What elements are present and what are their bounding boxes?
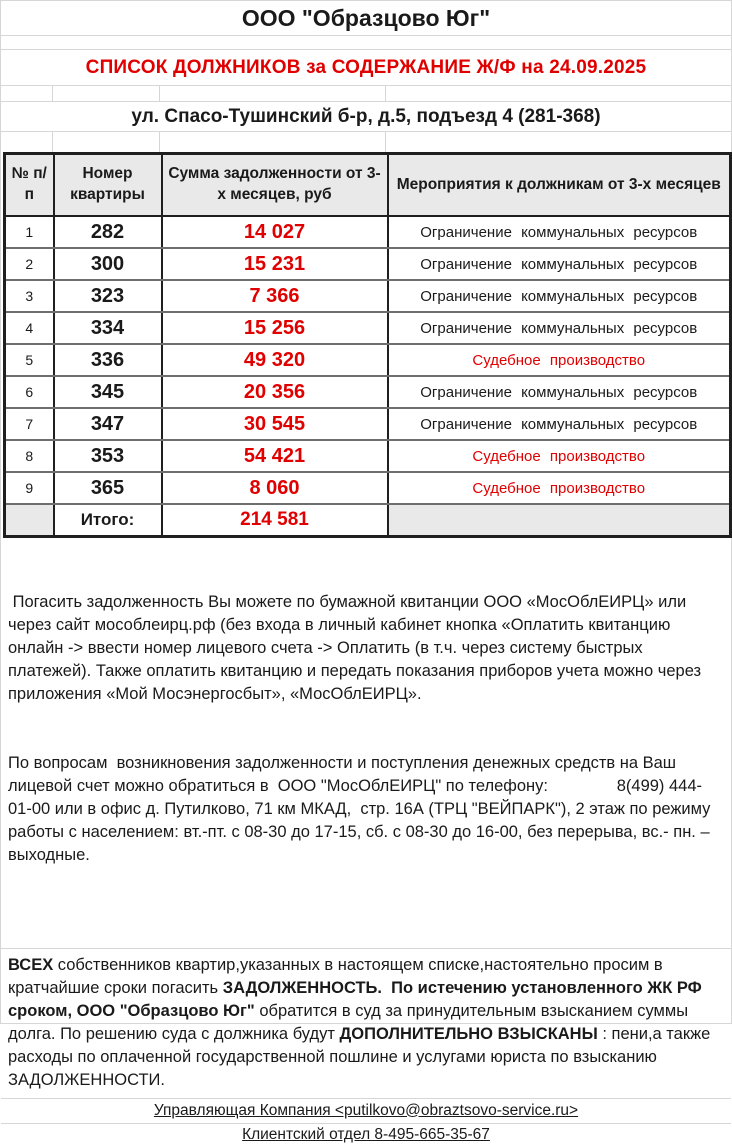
debt-amount: 8 060 bbox=[162, 472, 388, 504]
debtor-action: Ограничение коммунальных ресурсов bbox=[388, 248, 731, 280]
debt-amount: 30 545 bbox=[162, 408, 388, 440]
list-title: СПИСОК ДОЛЖНИКОВ за СОДЕРЖАНИЕ Ж/Ф на 24.09.2025 bbox=[1, 50, 731, 86]
col-header-amount: Сумма задолженности от 3- х месяцев, руб bbox=[162, 154, 388, 217]
table-row bbox=[5, 440, 731, 472]
table-row bbox=[5, 344, 731, 376]
debt-amount: 7 366 bbox=[162, 280, 388, 312]
debt-amount: 54 421 bbox=[162, 440, 388, 472]
table-row bbox=[5, 248, 731, 280]
gridline bbox=[52, 132, 53, 152]
debtor-action: Судебное производство bbox=[388, 472, 731, 504]
client-department-contact bbox=[1, 1124, 731, 1146]
warning-note: ВСЕХ собственников квартир,указанных в настоящем списке,настоятельно просим в кратчайшие сроки погасить ЗАДОЛЖЕННОСТЬ. По истечению установленного ЖК РФ сроком, ООО "Образцово Юг" обратится в суд за принудительным взысканием суммы долга. По решению суда с должника будут ДОПОЛНИТЕЛЬНО ВЗЫСКАНЫ : пени,а также расходы по оплаченной государственной пошлине и услугами юриста по взысканию ЗАДОЛЖЕННОСТИ. bbox=[8, 955, 711, 1089]
table-row bbox=[5, 216, 731, 248]
debtor-action: Ограничение коммунальных ресурсов bbox=[388, 312, 731, 344]
table-row bbox=[5, 472, 731, 504]
apartment-number: 365 bbox=[54, 472, 162, 504]
apartment-number: 282 bbox=[54, 216, 162, 248]
table-row bbox=[5, 376, 731, 408]
debtor-action: Ограничение коммунальных ресурсов bbox=[388, 216, 731, 248]
col-header-apartment: Номер квартиры bbox=[54, 154, 162, 217]
col-header-actions: Мероприятия к должникам от 3-х месяцев bbox=[388, 154, 731, 217]
address-line: ул. Спасо-Тушинский б-р, д.5, подъезд 4 (281-368) bbox=[1, 102, 731, 132]
empty-row bbox=[1, 132, 731, 152]
apartment-number: 323 bbox=[54, 280, 162, 312]
payment-info-note bbox=[1, 538, 731, 919]
gridline bbox=[159, 86, 160, 101]
table-row bbox=[5, 312, 731, 344]
row-number: 2 bbox=[5, 248, 54, 280]
debtor-action: Ограничение коммунальных ресурсов bbox=[388, 280, 731, 312]
total-amount: 214 581 bbox=[162, 504, 388, 536]
apartment-number: 336 bbox=[54, 344, 162, 376]
apartment-number: 334 bbox=[54, 312, 162, 344]
apartment-number: 347 bbox=[54, 408, 162, 440]
debtor-action: Судебное производство bbox=[388, 440, 731, 472]
debt-amount: 15 231 bbox=[162, 248, 388, 280]
payment-info-paragraph: Погасить задолженность Вы можете по бумажной квитанции ООО «МосОблЕИРЦ» или через сайт мособлеирц.рф (без входа в личный кабинет кнопка «Оплатить квитанцию онлайн -> ввести номер лицевого счета -> Оплатить (в т.ч. через систему быстрых платежей). Также оплатить квитанцию и передать показания приборов учета можно через приложения «Мой Мосэнергосбыт», «МосОблЕИРЦ». bbox=[8, 592, 702, 703]
total-corner-cell bbox=[5, 504, 54, 536]
debtor-action: Ограничение коммунальных ресурсов bbox=[388, 408, 731, 440]
debtor-action: Судебное производство bbox=[388, 344, 731, 376]
debt-amount: 20 356 bbox=[162, 376, 388, 408]
apartment-number: 353 bbox=[54, 440, 162, 472]
debt-amount: 15 256 bbox=[162, 312, 388, 344]
debtor-action: Ограничение коммунальных ресурсов bbox=[388, 376, 731, 408]
company-title: ООО "Образцово Юг" bbox=[1, 1, 731, 36]
row-number: 6 bbox=[5, 376, 54, 408]
row-number: 8 bbox=[5, 440, 54, 472]
client-department-phone: Клиентский отдел 8-495-665-35-67 bbox=[242, 1125, 490, 1143]
gridline bbox=[159, 132, 160, 152]
row-number: 7 bbox=[5, 408, 54, 440]
contact-info-paragraph: По вопросам возникновения задолженности и поступления денежных средств на Ваш лицевой счет можно обратиться в ООО "МосОблЕИРЦ" по телефону: 8(499) 444- 01-00 или в офис д. Путилково, 71 км МКАД, стр. 16А (ТРЦ "ВЕЙПАРК"), 2 этаж по режиму работы с населением: вт.-пт. с 08-30 до 17-15, сб. с 08-30 до 16-00, без перерыва, вс.- пн. – выходные. bbox=[8, 753, 711, 864]
row-number: 9 bbox=[5, 472, 54, 504]
empty-row bbox=[1, 86, 731, 102]
table-row bbox=[5, 408, 731, 440]
row-number: 1 bbox=[5, 216, 54, 248]
col-header-index: № п/п bbox=[5, 154, 54, 217]
management-company-email: Управляющая Компания <putilkovo@obraztsovo-service.ru> bbox=[153, 1101, 579, 1119]
gridline bbox=[385, 132, 386, 152]
table-row bbox=[5, 280, 731, 312]
apartment-number: 345 bbox=[54, 376, 162, 408]
debtors-table bbox=[3, 152, 732, 538]
row-number: 3 bbox=[5, 280, 54, 312]
debtors-table-body bbox=[5, 216, 731, 504]
empty-row bbox=[1, 919, 731, 949]
row-number: 5 bbox=[5, 344, 54, 376]
apartment-number: 300 bbox=[54, 248, 162, 280]
row-number: 4 bbox=[5, 312, 54, 344]
debt-amount: 14 027 bbox=[162, 216, 388, 248]
gridline bbox=[385, 86, 386, 101]
total-blank-cell bbox=[388, 504, 731, 536]
total-label: Итого: bbox=[54, 504, 162, 536]
management-company-contact bbox=[1, 1099, 731, 1124]
empty-row bbox=[1, 36, 731, 50]
gridline bbox=[52, 86, 53, 101]
table-header-row bbox=[5, 154, 731, 217]
debt-amount: 49 320 bbox=[162, 344, 388, 376]
total-row bbox=[5, 504, 731, 536]
